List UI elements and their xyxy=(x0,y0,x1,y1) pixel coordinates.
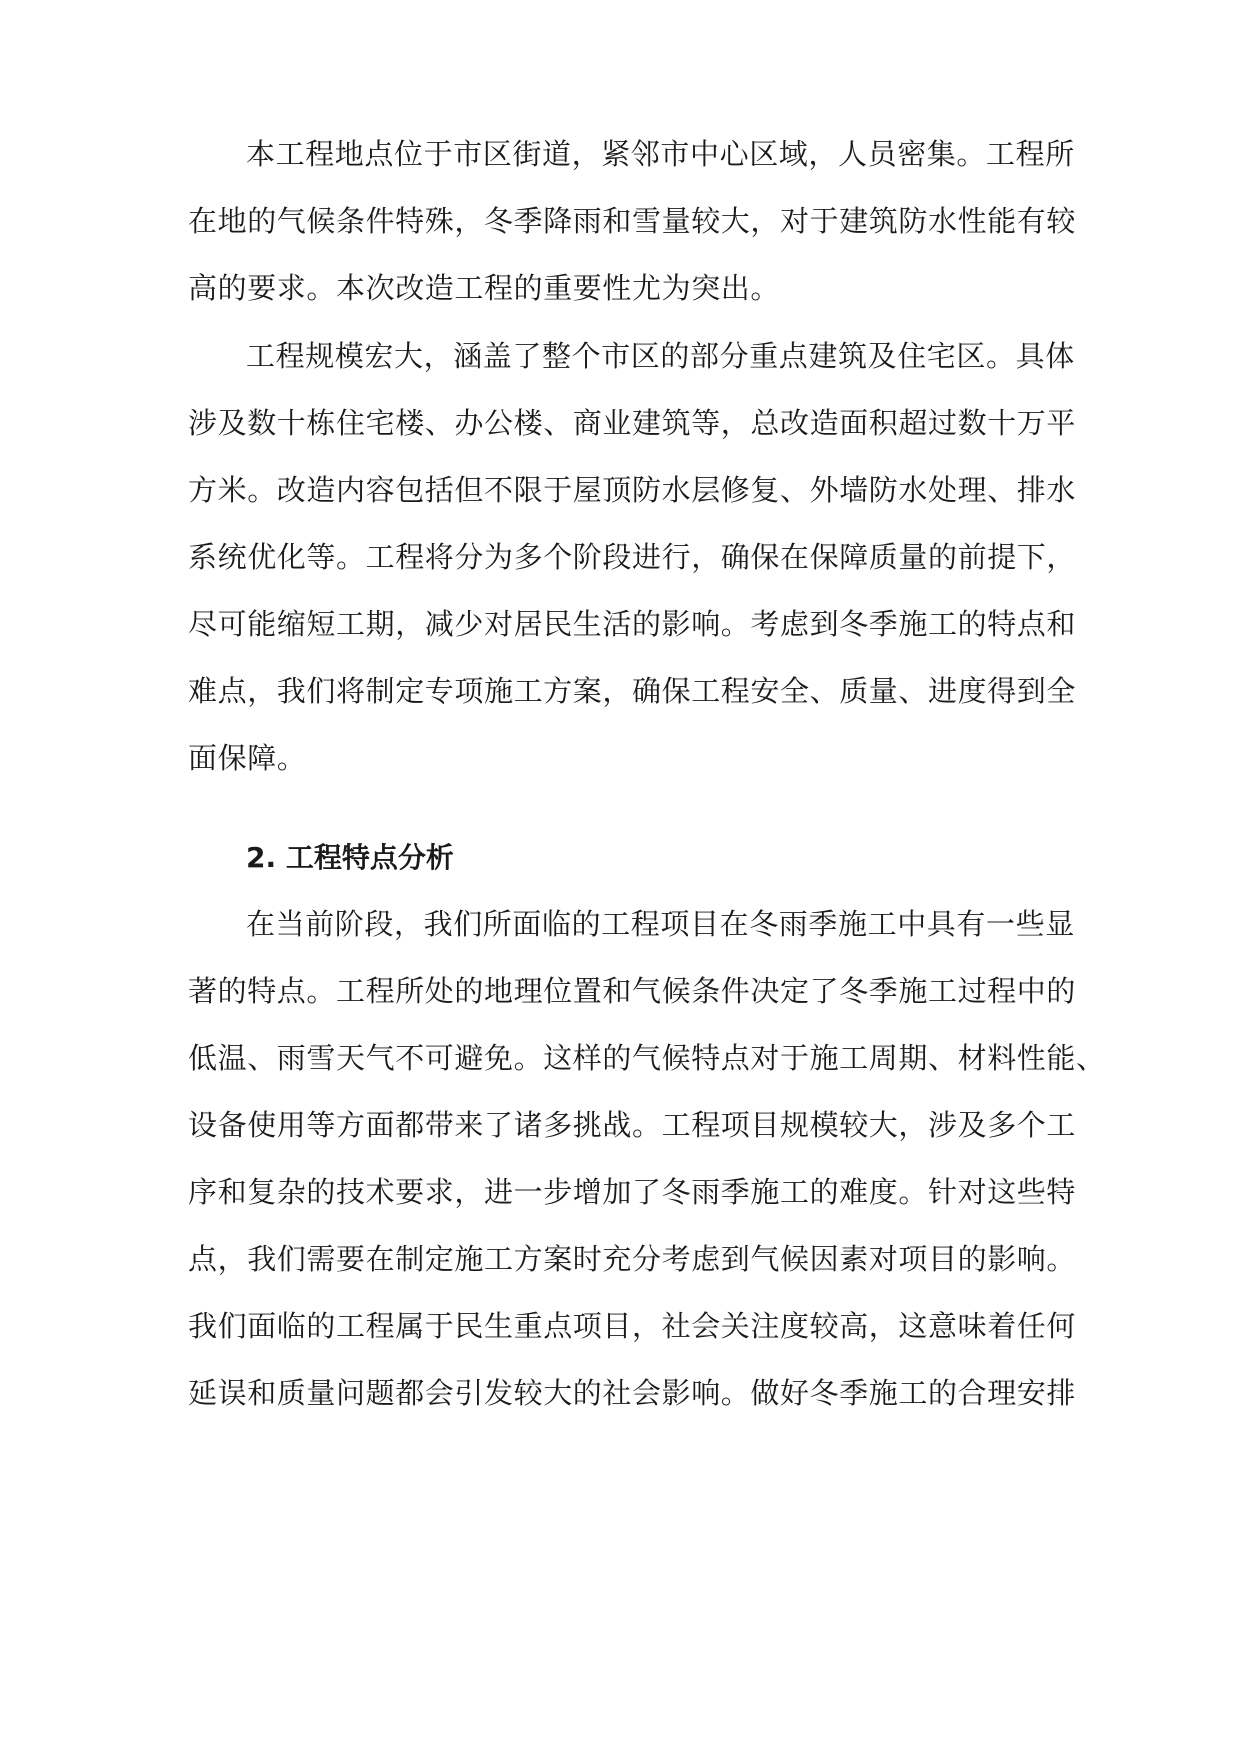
text-line: 面保障。 xyxy=(188,741,307,775)
text-line: 难点，我们将制定专项施工方案，确保工程安全、质量、进度得到全 xyxy=(188,674,1077,708)
text-line: 在地的气候条件特殊，冬季降雨和雪量较大，对于建筑防水性能有较 xyxy=(188,204,1077,238)
text-line: 方米。改造内容包括但不限于屋顶防水层修复、外墙防水处理、排水 xyxy=(188,473,1077,507)
text-line: 著的特点。工程所处的地理位置和气候条件决定了冬季施工过程中的 xyxy=(188,974,1077,1008)
text-line: 我们面临的工程属于民生重点项目，社会关注度较高，这意味着任何 xyxy=(188,1309,1077,1343)
text-line: 在当前阶段，我们所面临的工程项目在冬雨季施工中具有一些显 xyxy=(246,907,1075,941)
text-line: 涉及数十栋住宅楼、办公楼、商业建筑等，总改造面积超过数十万平 xyxy=(188,406,1077,440)
text-line: 设备使用等方面都带来了诸多挑战。工程项目规模较大，涉及多个工 xyxy=(188,1108,1077,1142)
text-line: 低温、雨雪天气不可避免。这样的气候特点对于施工周期、材料性能、 xyxy=(188,1041,1106,1075)
text-line: 高的要求。本次改造工程的重要性尤为突出。 xyxy=(188,271,781,305)
text-line: 点，我们需要在制定施工方案时充分考虑到气候因素对项目的影响。 xyxy=(188,1242,1077,1276)
text-line: 工程规模宏大，涵盖了整个市区的部分重点建筑及住宅区。具体 xyxy=(246,339,1075,373)
text-line: 延误和质量问题都会引发较大的社会影响。做好冬季施工的合理安排 xyxy=(188,1376,1077,1410)
section-heading: 2. 工程特点分析 xyxy=(246,841,454,874)
text-line: 尽可能缩短工期，减少对居民生活的影响。考虑到冬季施工的特点和 xyxy=(188,607,1077,641)
text-line: 系统优化等。工程将分为多个阶段进行，确保在保障质量的前提下， xyxy=(188,540,1077,574)
text-line: 序和复杂的技术要求，进一步增加了冬雨季施工的难度。针对这些特 xyxy=(188,1175,1077,1209)
text-line: 本工程地点位于市区街道，紧邻市中心区域，人员密集。工程所 xyxy=(246,137,1075,171)
